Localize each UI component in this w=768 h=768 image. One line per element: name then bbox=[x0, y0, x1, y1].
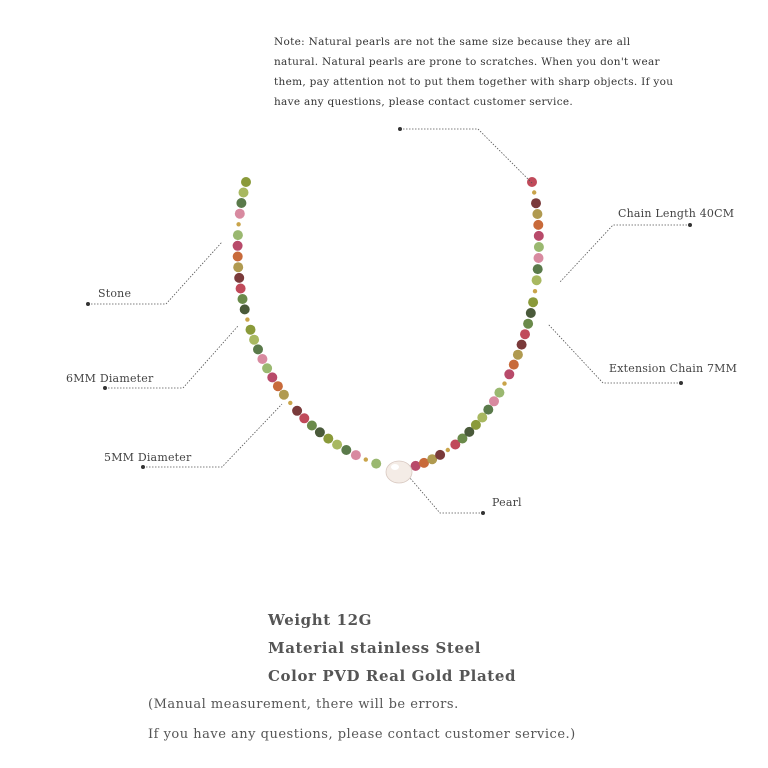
stone-bead bbox=[233, 230, 243, 240]
stone-bead bbox=[235, 209, 245, 219]
pearl-highlight bbox=[391, 464, 399, 470]
stone-bead bbox=[509, 360, 519, 370]
stone-bead bbox=[523, 319, 533, 329]
stone-bead bbox=[531, 198, 541, 208]
stone-bead bbox=[233, 241, 243, 251]
stone-bead bbox=[494, 388, 504, 398]
leader-chain-length bbox=[400, 129, 532, 183]
spec-material: Material stainless Steel bbox=[268, 639, 482, 657]
stone-bead bbox=[532, 275, 542, 285]
stone-bead bbox=[323, 434, 333, 444]
stone-bead bbox=[238, 294, 248, 304]
stone-bead bbox=[341, 445, 351, 455]
spec-weight: Weight 12G bbox=[268, 611, 373, 629]
gold-spacer-bead bbox=[532, 190, 536, 194]
gold-spacer-bead bbox=[533, 289, 537, 293]
stone-bead bbox=[517, 340, 527, 350]
stone-bead bbox=[527, 177, 537, 187]
stone-bead bbox=[526, 308, 536, 318]
bead-strand bbox=[233, 177, 544, 483]
stone-bead bbox=[489, 396, 499, 406]
gold-spacer-bead bbox=[364, 457, 368, 461]
stone-bead bbox=[332, 440, 342, 450]
stone-bead bbox=[520, 329, 530, 339]
stone-bead bbox=[267, 372, 277, 382]
disclaimer-line-1: (Manual measurement, there will be errors. bbox=[148, 697, 459, 712]
stone-bead bbox=[233, 252, 243, 262]
label-5mm: 5MM Diameter bbox=[104, 451, 192, 464]
stone-bead bbox=[239, 188, 249, 198]
stone-bead bbox=[483, 405, 493, 415]
label-chain-length: Chain Length 40CM bbox=[618, 207, 735, 220]
stone-bead bbox=[273, 381, 283, 391]
stone-bead bbox=[236, 284, 246, 294]
stone-bead bbox=[292, 406, 302, 416]
label-pearl: Pearl bbox=[492, 496, 522, 509]
stone-bead bbox=[528, 297, 538, 307]
stone-bead bbox=[533, 220, 543, 230]
stone-bead bbox=[234, 273, 244, 283]
stone-bead bbox=[241, 177, 251, 187]
pearl-care-note: Note: Natural pearls are not the same size because they are all natural. Natural pearls are prone to scratches. When you don't wear them, pay attention not to put them together with sharp objects. If you have any questions, please contact customer service. bbox=[274, 36, 674, 108]
pearl-bead bbox=[386, 461, 412, 483]
label-extension-chain: Extension Chain 7MM bbox=[609, 362, 738, 375]
gold-spacer-bead bbox=[502, 381, 506, 385]
gold-spacer-bead bbox=[446, 448, 450, 452]
stone-bead bbox=[249, 335, 259, 345]
stone-bead bbox=[257, 354, 267, 364]
stone-bead bbox=[253, 344, 263, 354]
spec-color: Color PVD Real Gold Plated bbox=[268, 667, 517, 685]
stone-bead bbox=[299, 413, 309, 423]
stone-bead bbox=[240, 304, 250, 314]
stone-bead bbox=[533, 264, 543, 274]
stone-bead bbox=[262, 363, 272, 373]
stone-bead bbox=[504, 369, 514, 379]
stone-bead bbox=[534, 242, 544, 252]
leader-chain-length-2 bbox=[560, 225, 690, 282]
stone-bead bbox=[279, 390, 289, 400]
stone-bead bbox=[532, 209, 542, 219]
stone-bead bbox=[477, 413, 487, 423]
measurement-disclaimer bbox=[148, 690, 576, 750]
stone-bead bbox=[534, 253, 544, 263]
stone-bead bbox=[351, 450, 361, 460]
stone-bead bbox=[236, 198, 246, 208]
stone-bead bbox=[534, 231, 544, 241]
gold-spacer-bead bbox=[288, 401, 292, 405]
stone-bead bbox=[513, 350, 523, 360]
label-6mm: 6MM Diameter bbox=[66, 372, 154, 385]
stone-bead bbox=[435, 450, 445, 460]
gold-spacer-bead bbox=[245, 317, 249, 321]
stone-bead bbox=[315, 427, 325, 437]
disclaimer-line-2: If you have any questions, please contact customer service.) bbox=[148, 727, 576, 742]
stone-bead bbox=[371, 459, 381, 469]
gold-spacer-bead bbox=[236, 222, 240, 226]
stone-bead bbox=[307, 421, 317, 431]
product-specs bbox=[268, 606, 516, 690]
stone-bead bbox=[246, 325, 256, 335]
leader-pearl bbox=[410, 478, 483, 513]
stone-bead bbox=[233, 262, 243, 272]
label-stone: Stone bbox=[98, 287, 132, 300]
